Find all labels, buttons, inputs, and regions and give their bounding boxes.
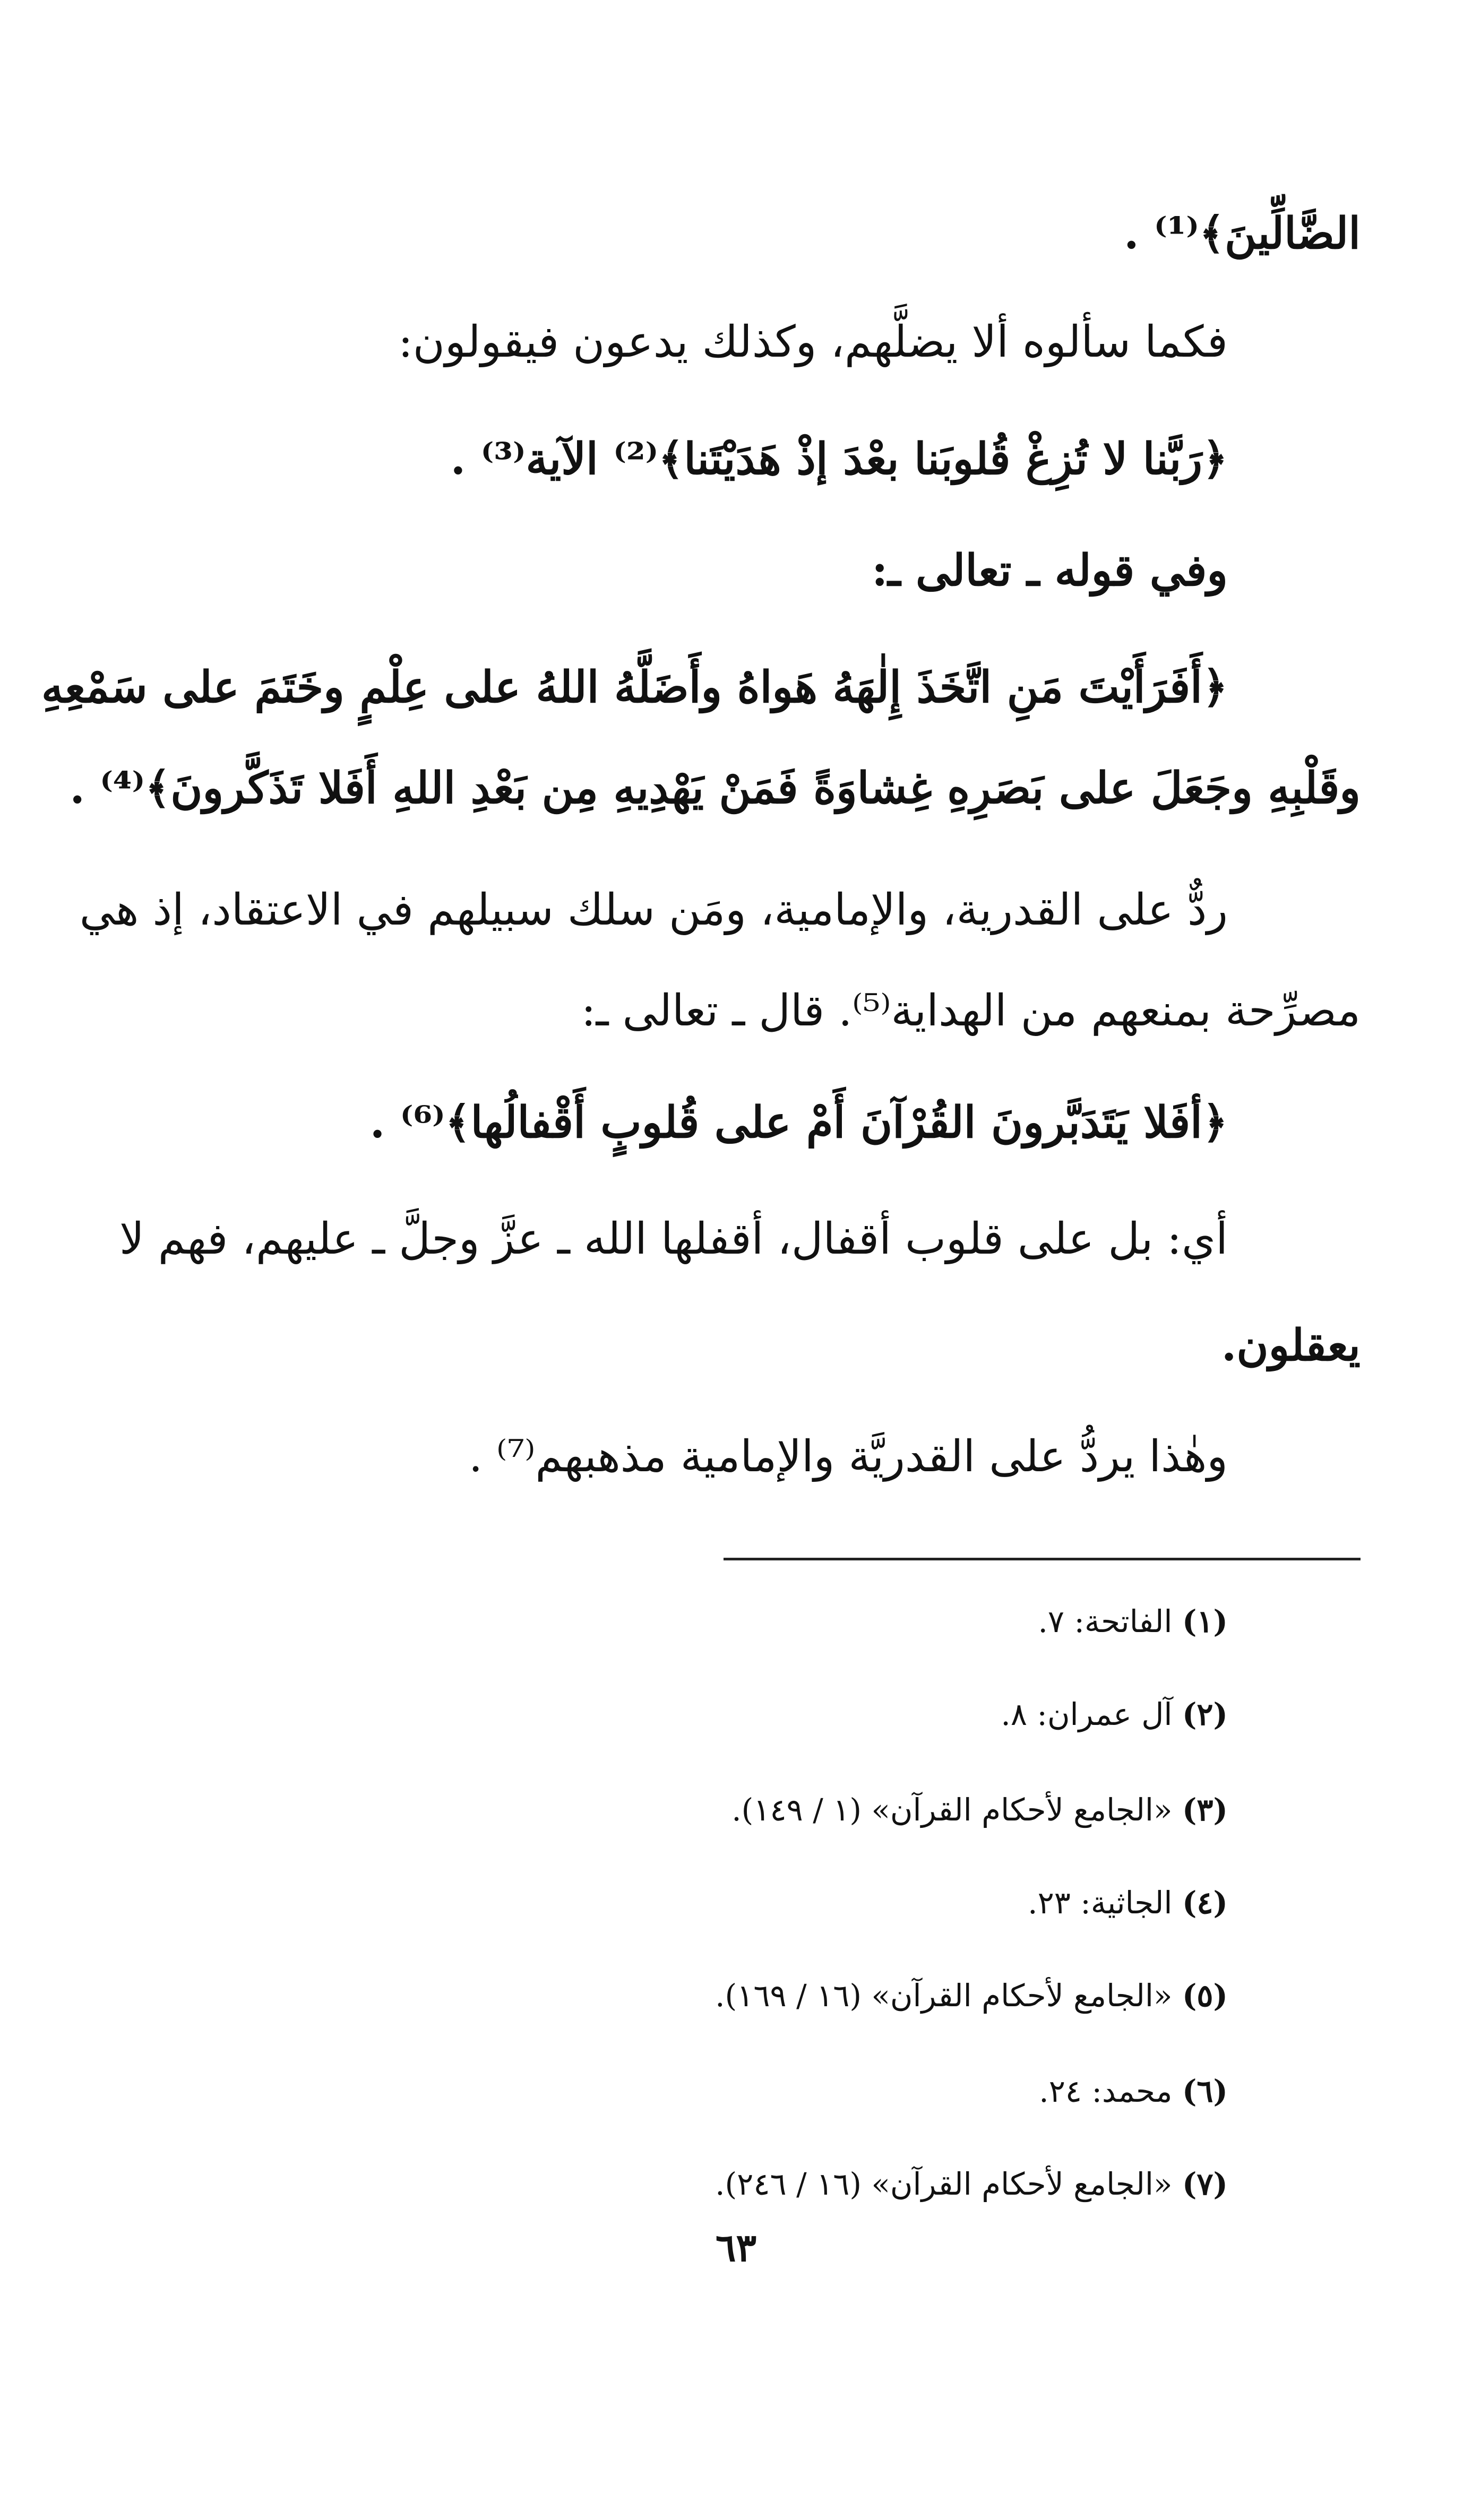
text-line-1: الضَّالِّينَ﴾⁽¹⁾ . [1124,208,1361,259]
text-line-11: يعقلون. [1221,1320,1361,1371]
footnote-number: (٣) [1182,1792,1228,1828]
footnote-number: (٧) [1182,2166,1228,2202]
footnote-7 [159,2163,1228,2205]
footnote-text: محمد: ٢٤. [1039,2073,1182,2109]
footnote-number: (٥) [1182,1978,1228,2014]
text-line-4: وفي قوله ـ تعالى ـ: [872,545,1228,596]
footnote-text: آل عمران: ٨. [1001,1696,1182,1732]
text-line-10: أي: بل على قلوب أقفال، أقفلها الله ـ عزَّ وجلَّ ـ عليهم، فهم لا [119,1214,1228,1264]
quran-verse-1: ﴿رَبَّنا لا تُزِغْ قُلوبَنا بعْدَ إذْ هَدَيْتَنا﴾⁽²⁾ الآية⁽³⁾ . [450,434,1228,485]
footnote-3 [159,1789,1228,1831]
quran-verse-3: ﴿أفَلا يَتَدَبَّرونَ القُرْآنَ أَمْ على قُلوبٍ أَقْفالُها﴾⁽⁶⁾ . [369,1097,1228,1148]
footnote-text: الفاتحة: ٧. [1038,1603,1182,1639]
page-number: ٦٣ [715,2225,757,2270]
footnote-2 [159,1693,1228,1736]
footnote-text: «الجامع لأحكام القرآن» (١٦ / ٢٤٦). [715,2166,1182,2202]
footnote-number: (٤) [1182,1885,1228,1921]
footnote-1 [159,1600,1228,1643]
text-line-8: مصرِّحة بمنعهم من الهداية⁽⁵⁾. قال ـ تعالى ـ: [581,986,1361,1036]
footnote-6 [159,2070,1228,2112]
footnote-divider [724,1558,1361,1560]
quran-verse-2-line-2: وقَلْبِهِ وجَعَلَ على بَصَرِهِ غِشاوَةً فَمَنْ يَهْدِيهِ مِن بَعْدِ اللهِ أَفَلا تَذَكَّرونَ﴾⁽⁴⁾ . [70,763,1361,814]
footnote-5 [159,1974,1228,2017]
footnote-4 [159,1882,1228,1924]
footnote-number: (٢) [1182,1696,1228,1732]
footnote-text: «الجامع لأحكام القرآن» (١٦ / ١٦٩). [715,1978,1182,2014]
quran-verse-2-line-1: ﴿أَفَرَأَيْتَ مَنِ اتَّخَذَ إِلٰهَهُ هَواهُ وأَضَلَّهُ اللهُ على عِلْمٍ وخَتَمَ على سَمْعِهِ [41,662,1228,713]
text-line-7: ردٌّ على القدرية، والإمامية، ومَن سلك سبيلهم في الاعتقاد، إذ هي [79,885,1228,935]
footnote-number: (٦) [1182,2073,1228,2109]
footnote-text: «الجامع لأحكام القرآن» (١ / ١٤٩). [731,1792,1182,1828]
text-line-2: فكما سألوه ألا يضلَّهم، وكذلك يدعون فيقولون: [398,317,1228,367]
footnote-number: (١) [1182,1603,1228,1639]
text-line-12: وهٰذا يردُّ على القدريَّة والإمامية مذهبهم⁽⁷⁾ . [469,1431,1228,1482]
footnote-text: الجاثية: ٢٣. [1028,1885,1182,1921]
